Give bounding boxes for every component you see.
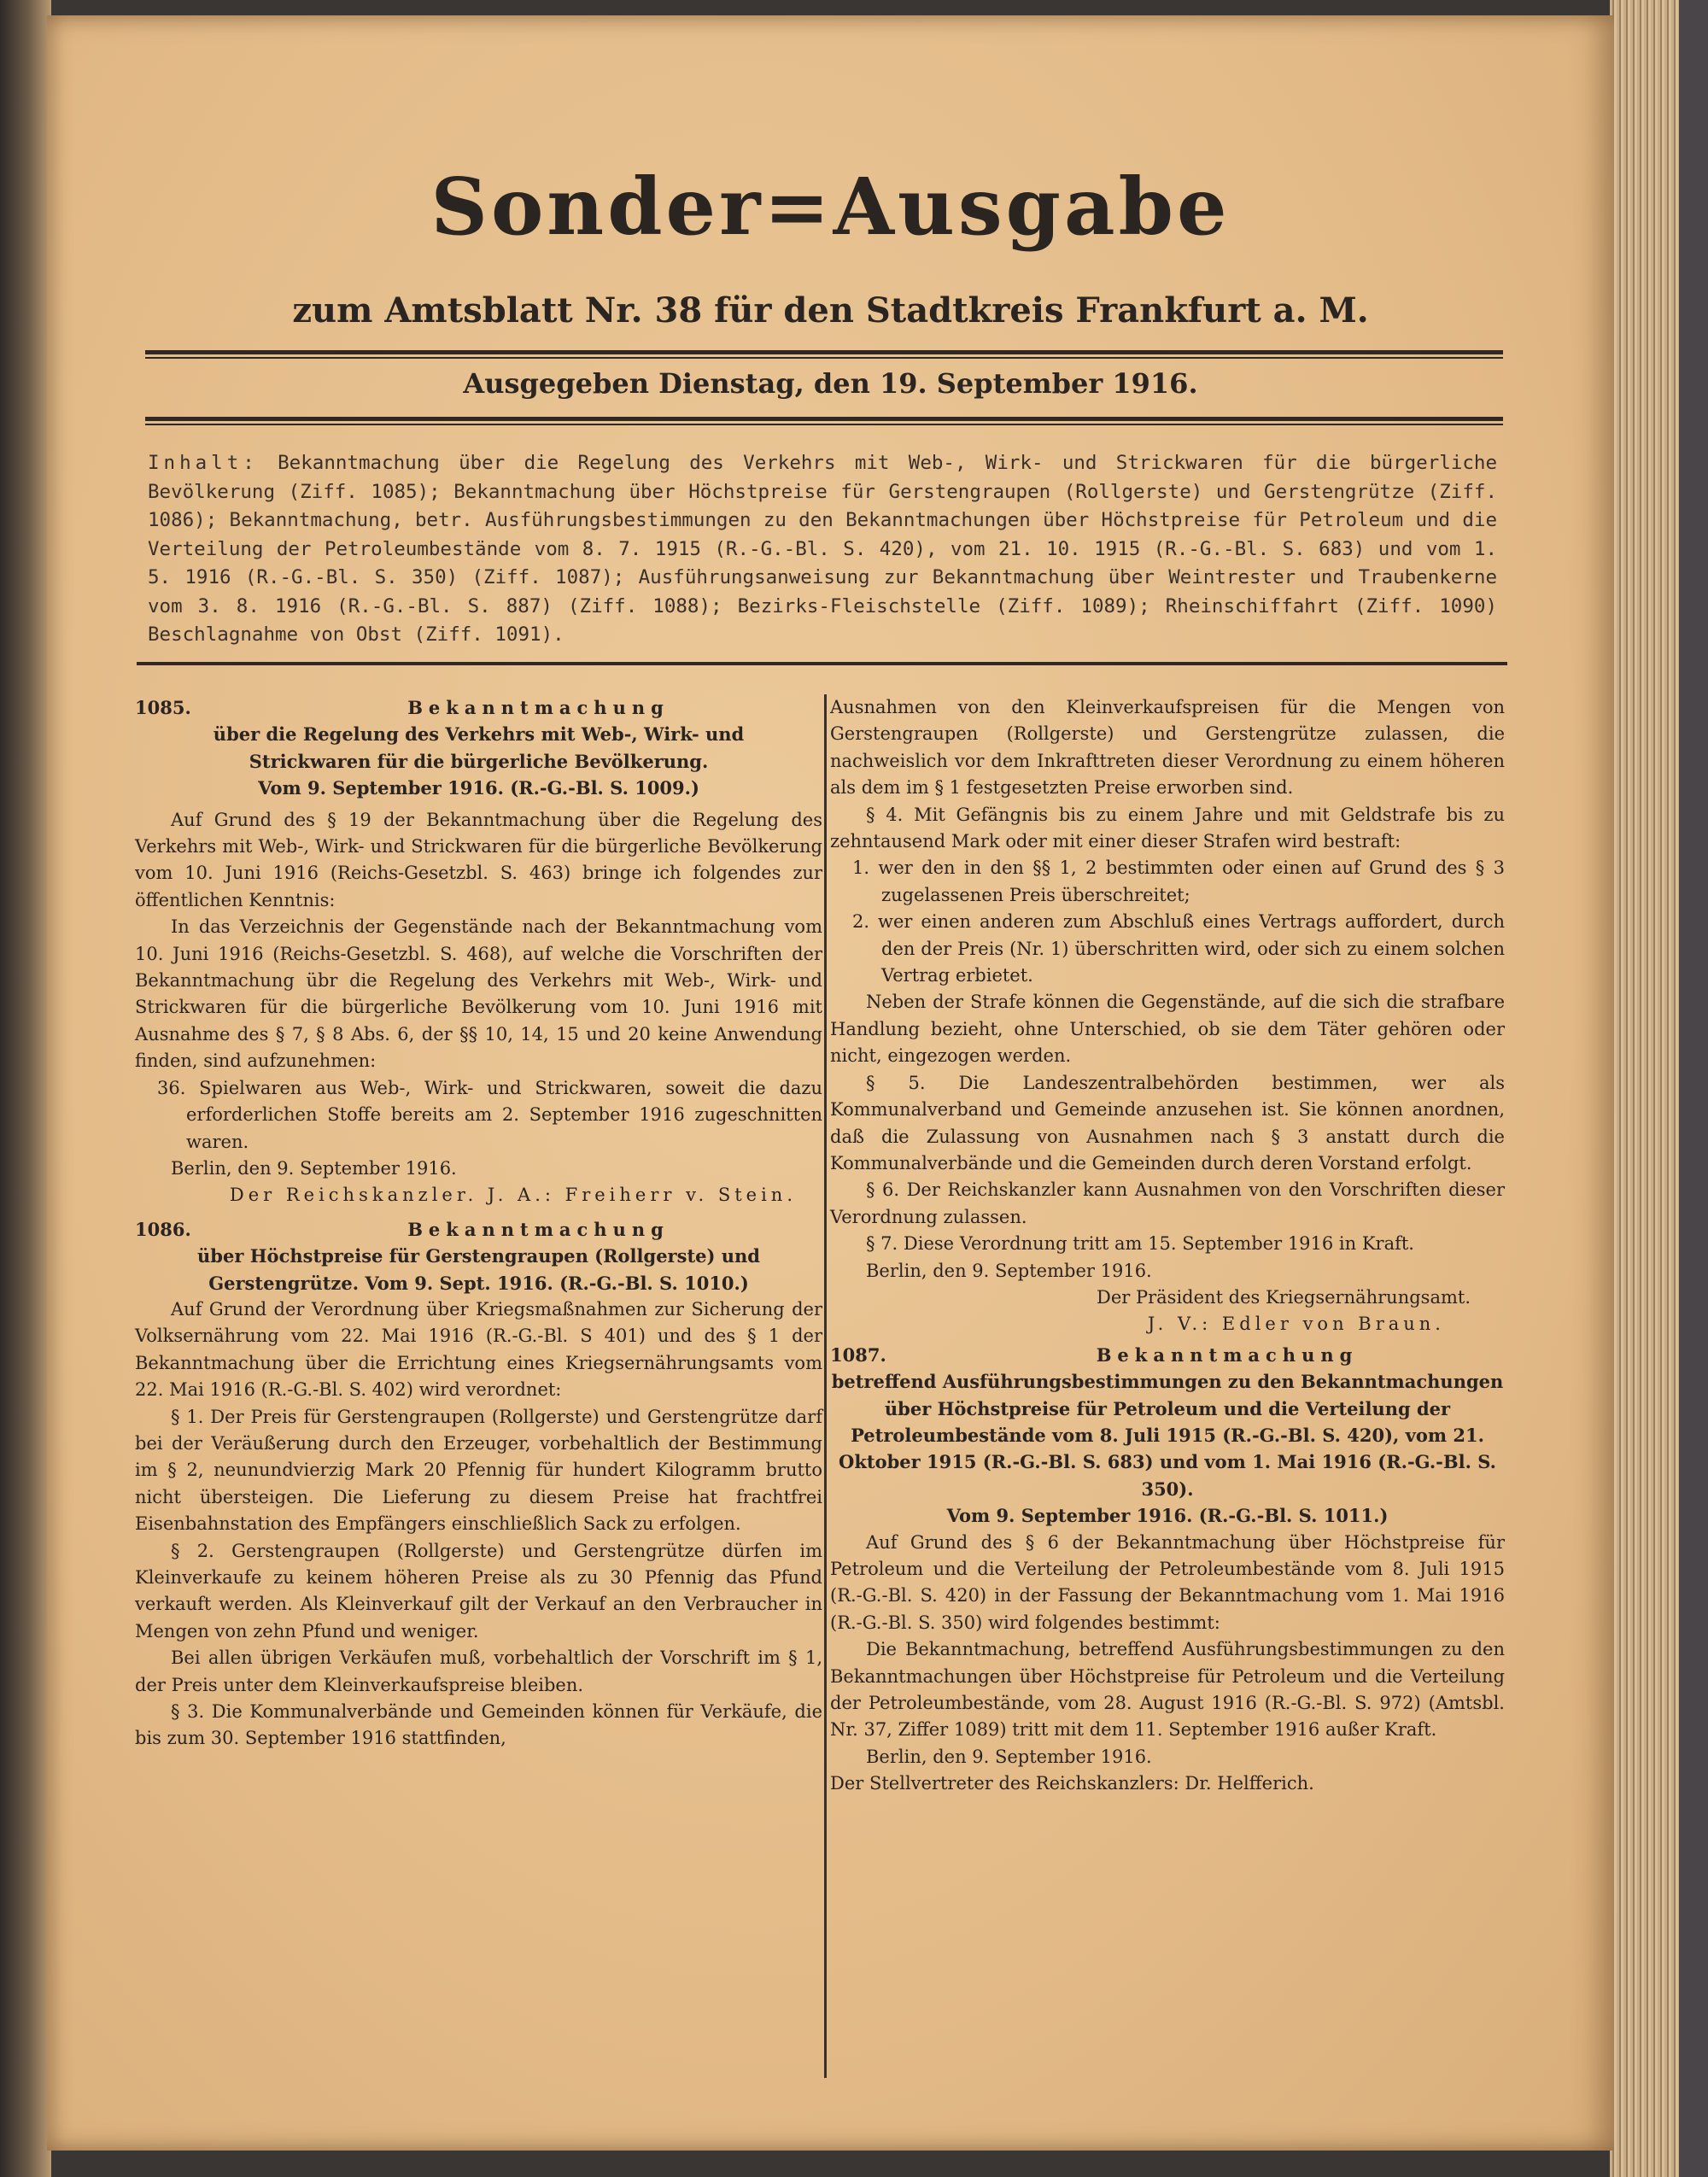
notice-date: Vom 9. September 1916. (R.-G.-Bl. S. 1011.) <box>946 1505 1389 1527</box>
rule-date <box>145 417 1503 421</box>
paragraph: Die Bekanntmachung, betreffend Ausführungsbestimmungen zu den Bekanntmachungen über Höchstpreise für Petroleum und die Verteilung der Petroleumbestände, vom 28. August 1916 (R.-G.-Bl. S. 972) (Amtsbl. Nr. 37, Ziffer 1089) tritt mit dem 11. September 1916 außer Kraft. <box>830 1639 1505 1741</box>
section-2: § 2. Gerstengraupen (Rollgerste) und Gerstengrütze dürfen im Kleinverkaufe zu keinem höheren Preise als zu 30 Pfennig das Pfund verkauft werden. Als Kleinverkauf gilt der Verkauf an den Verbraucher in Mengen von zehn Pfund und weniger. <box>135 1540 822 1642</box>
signature: J. V.: Edler von Braun. <box>1147 1314 1445 1335</box>
masthead-subtitle: zum Amtsblatt Nr. 38 für den Stadtkreis Frankfurt a. M. <box>292 290 1369 331</box>
contents-text: Bekanntmachung über die Regelung des Verkehrs mit Web-, Wirk- und Strickwaren für die bürgerliche Bevölkerung (Ziff. 1085); Bekanntmachung über Höchstpreise für Gerstengraupen (Rollgerste) und Gerstengrütze (Ziff. 1086); Bekanntmachung, betr. Ausführungsbestimmungen zu den Bekanntmachungen über Höchstpreise für Petroleum und die Verteilung der Petroleumbestände vom 8. 7. 1915 (R.-G.-Bl. S. 420), vom 21. 10. 1915 (R.-G.-Bl. S. 683) und vom 1. 5. 1916 (R.-G.-Bl. S. 350) (Ziff. 1087); Ausführungsanweisung zur Bekanntmachung über Weintrester und Traubenkerne vom 3. 8. 1916 (R.-G.-Bl. S. 887) (Ziff. 1088); Bezirks-Fleischstelle (Ziff. 1089); Rheinschiffahrt (Ziff. 1090) Beschlagnahme von Obst (Ziff. 1091). <box>148 452 1497 646</box>
section-6: § 6. Der Reichskanzler kann Ausnahmen von den Vorschriften dieser Verordnung zulassen. <box>830 1179 1505 1227</box>
notice-1085-header <box>135 694 822 721</box>
notice-subject: über Höchstpreise für Gerstengraupen (Rollgerste) und Gerstengrütze. Vom 9. Sept. 1916. (R.-G.-Bl. S. 1010.) <box>197 1245 760 1294</box>
notice-heading: Bekanntmachung <box>407 697 670 718</box>
rule-top-thin <box>145 357 1503 359</box>
signature: Der Präsident des Kriegsernährungsamt. <box>1097 1286 1471 1308</box>
column-divider <box>824 694 827 2078</box>
notice-number: 1087. <box>830 1343 886 1366</box>
document-page <box>47 15 1614 2151</box>
section-5: § 5. Die Landeszentralbehörden bestimmen, wer als Kommunalverband und Gemeinde anzusehen ist. Sie können anordnen, daß die Zulassung von Ausnahmen nach § 3 anstatt durch die Kommunalverbände und die Gemeinden durch deren Vorstand erfolgt. <box>830 1072 1505 1173</box>
place-date: Berlin, den 9. September 1916. <box>866 1746 1152 1767</box>
paragraph: In das Verzeichnis der Gegenstände nach der Bekanntmachung vom 10. Juni 1916 (Reichs-Gesetzbl. S. 468), auf welche die Vorschriften der Bekanntmachung übr die Regelung des Verkehrs mit Web-, Wirk- und Strickwaren für die bürgerliche Bevölkerung vom 10. Juni 1916 mit Ausnahme des § 7, § 8 Abs. 6, der §§ 10, 14, 15 und 20 keine Anwendung finden, sind aufzunehmen: <box>135 916 822 1072</box>
contents-label: Inhalt: <box>148 452 259 474</box>
list-item: 36. Spielwaren aus Web-, Wirk- und Strickwaren, soweit die dazu erforderlichen Stoffe bereits am 2. September 1916 zugeschnitten waren. <box>157 1077 822 1152</box>
notice-subject: betreffend Ausführungsbestimmungen zu den Bekanntmachungen über Höchstpreise für Petroleum und die Verteilung der Petroleumbestände vom 8. Juli 1915 (R.-G.-Bl. S. 420), vom 21. Oktober 1915 (R.-G.-Bl. S. 683) und vom 1. Mai 1916 (R.-G.-Bl. S. 350). <box>831 1371 1504 1500</box>
notice-subject: über die Regelung des Verkehrs mit Web-, Wirk- und Strickwaren für die bürgerliche Bevölkerung. <box>213 723 745 772</box>
section-4: § 4. Mit Gefängnis bis zu einem Jahre und mit Geldstrafe bis zu zehntausend Mark oder mit einer dieser Strafen wird bestraft: <box>830 804 1505 852</box>
rule-date-thin <box>145 424 1503 425</box>
paragraph: Auf Grund des § 6 der Bekanntmachung über Höchstpreise für Petroleum und die Verteilung der Petroleumbestände vom 8. Juli 1915 (R.-G.-Bl. S. 420) in der Fassung der Bekanntmachung vom 1. Mai 1916 (R.-G.-Bl. S. 350) wird folgendes bestimmt: <box>830 1531 1505 1633</box>
table-of-contents <box>148 449 1497 650</box>
column-right <box>830 694 1505 1798</box>
list-item: 1. wer den in den §§ 1, 2 bestimmten oder einen auf Grund des § 3 zugelassenen Preis überschreitet; <box>852 857 1505 905</box>
section-1: § 1. Der Preis für Gerstengraupen (Rollgerste) und Gerstengrütze darf bei der Veräußerung durch den Erzeuger, vorbehaltlich der Bestimmung im § 2, neunundvierzig Mark 20 Pfennig für hundert Kilogramm brutto nicht übersteigen. Die Lieferung zu diesem Preise hat frachtfrei Eisenbahnstation des Empfängers einschließlich Sack zu erfolgen. <box>135 1406 822 1535</box>
signature: Der Reichskanzler. J. A.: Freiherr v. Stein. <box>229 1185 797 1206</box>
notice-1086-header <box>135 1216 822 1243</box>
paragraph: Auf Grund der Verordnung über Kriegsmaßnahmen zur Sicherung der Volksernährung vom 22. Mai 1916 (R.-G.-Bl. S 401) und des § 1 der Bekanntmachung über die Errichtung eines Kriegsernährungsamts vom 22. Mai 1916 (R.-G.-Bl. S. 402) wird verordnet: <box>135 1298 822 1401</box>
paragraph: Auf Grund des § 19 der Bekanntmachung über die Regelung des Verkehrs mit Web-, Wirk- und Strickwaren für die bürgerliche Bevölkerung vom 10. Juni 1916 (Reichs-Gesetzbl. S. 463) bringe ich folgendes zur öffentlichen Kenntnis: <box>135 809 822 910</box>
place-date: Berlin, den 9. September 1916. <box>866 1260 1152 1281</box>
rule-contents <box>137 662 1507 665</box>
section-3-continued: Ausnahmen von den Kleinverkaufspreisen für die Mengen von Gerstengraupen (Rollgerste) und Gerstengrütze zulassen, die nachweislich vor dem Inkrafttreten dieser Verordnung zu einem höheren als dem im § 1 festgesetzten Preise erworben sind. <box>830 697 1505 799</box>
notice-number: 1086. <box>135 1218 191 1240</box>
notice-1087-header <box>830 1342 1505 1368</box>
notice-heading: Bekanntmachung <box>1096 1343 1359 1366</box>
book-cover-edge <box>1679 0 1708 2177</box>
paragraph: Neben der Strafe können die Gegenstände, auf die sich die strafbare Handlung bezieht, ohne Unterschied, ob sie dem Täter gehören oder nicht, eingezogen werden. <box>830 992 1505 1067</box>
notice-date: Vom 9. September 1916. (R.-G.-Bl. S. 1009.) <box>258 777 699 799</box>
masthead-title: Sonder=Ausgabe <box>430 161 1231 253</box>
column-left <box>135 694 822 1753</box>
place-date: Berlin, den 9. September 1916. <box>171 1157 457 1179</box>
signature: Der Stellvertreter des Reichskanzlers: Dr. Helfferich. <box>830 1773 1314 1794</box>
section-3: § 3. Die Kommunalverbände und Gemeinden können für Verkäufe, die bis zum 30. September 1916 stattfinden, <box>135 1701 822 1749</box>
section-7: § 7. Diese Verordnung tritt am 15. September 1916 in Kraft. <box>866 1233 1414 1255</box>
issue-date: Ausgegeben Dienstag, den 19. September 1916. <box>463 367 1198 400</box>
book-spine-left <box>0 0 51 2177</box>
notice-heading: Bekanntmachung <box>407 1218 670 1240</box>
paragraph: Bei allen übrigen Verkäufen muß, vorbehaltlich der Vorschrift im § 1, der Preis unter dem Kleinverkaufspreise bleiben. <box>135 1647 822 1695</box>
notice-number: 1085. <box>135 697 191 718</box>
rule-top <box>145 350 1503 354</box>
list-item: 2. wer einen anderen zum Abschluß eines Vertrags auffordert, durch den der Preis (Nr. 1) überschritten wird, oder sich zu einem solchen Vertrag erbietet. <box>852 911 1505 986</box>
